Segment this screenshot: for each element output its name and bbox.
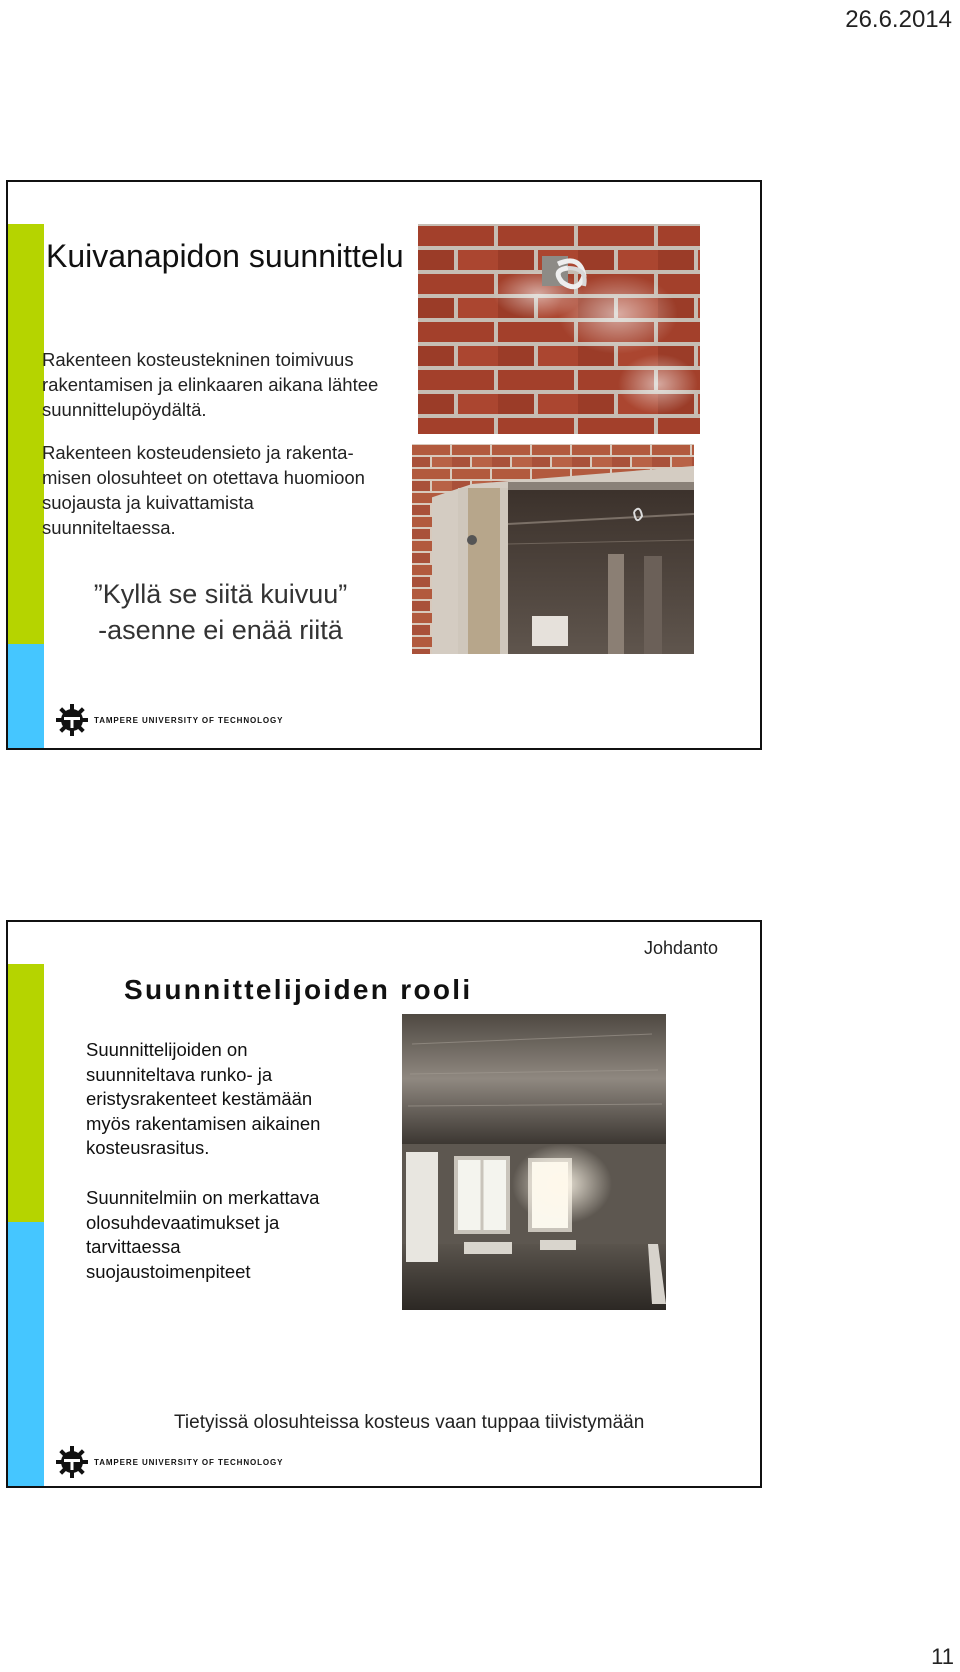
slide-paragraph-2: Rakenteen kosteudensieto ja rakenta- misen olosuhteet on otettava huomioon suojausta ja kuivattamista suunniteltaessa. [42,442,365,538]
page-number: 11 [931,1644,954,1669]
slide-suunnittelijoiden-rooli [6,920,762,1488]
gear-logo-icon [56,1446,88,1478]
section-label: Johdanto [644,938,719,958]
logo-text: TAMPERE UNIVERSITY OF TECHNOLOGY [94,1457,284,1467]
quote-line-1: ”Kyllä se siitä kuivuu” [93,579,348,609]
slide-title: Suunnittelijoiden rooli [124,974,473,1005]
accent-bar-green [8,964,44,1222]
accent-bar-blue [8,644,44,750]
quote-line-2: -asenne ei enää riitä [98,615,343,645]
slide-title: Kuivanapidon suunnittelu [46,238,404,274]
photo-caption: Tietyissä olosuhteissa kosteus vaan tuppaa tiivistymään [174,1412,645,1433]
gear-logo-icon [56,704,88,736]
logo-text: TAMPERE UNIVERSITY OF TECHNOLOGY [94,715,284,725]
slide-kuivanapidon-suunnittelu [6,180,762,750]
slide-paragraph-1: Rakenteen kosteustekninen toimivuus rakentamisen ja elinkaaren aikana lähtee suunnittelupöydältä. [42,349,379,420]
header-date: 26.6.2014 [845,6,952,33]
tut-logo [56,704,283,736]
accent-bar-green [8,224,44,644]
accent-bar-blue [8,1222,44,1488]
condensation-interior-photo [402,1014,666,1310]
interior-construction-photo [412,444,694,654]
slide-paragraph-1: Suunnittelijoiden on suunniteltava runko- ja eristysrakenteet kestämään myös rakentamisen aikainen kosteusrasitus. [86,1039,321,1159]
tut-logo [56,1446,283,1478]
brick-wall-photo [418,224,700,434]
slide-paragraph-2: Suunnitelmiin on merkattava olosuhdevaatimukset ja tarvittaessa suojaustoimenpiteet [86,1187,320,1282]
